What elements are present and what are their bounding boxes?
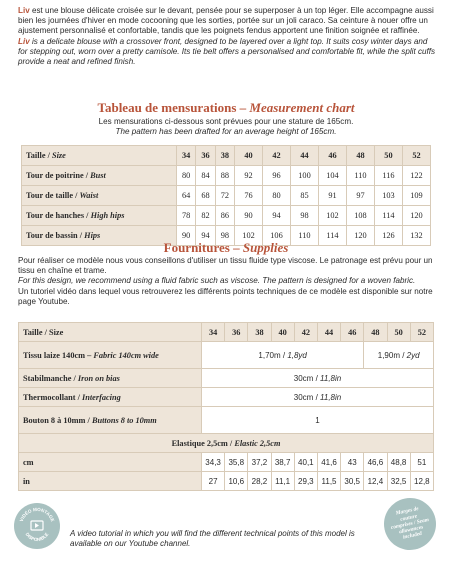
video-text-fr: Un tutoriel vidéo dans lequel vous retrouverez les différents points techniques de ce modèle est disponible sur notre page Youtube.	[18, 286, 433, 306]
video-badge-bottom-text: DISPONIBLE	[24, 531, 50, 543]
size-cell: 42	[294, 323, 317, 342]
play-icon	[35, 523, 39, 528]
value-cell: 94	[263, 206, 291, 226]
table-row	[19, 407, 434, 434]
value-cell: 38,7	[271, 453, 294, 472]
value-cell: 126	[374, 226, 402, 246]
value-cell: 114	[318, 226, 346, 246]
value-cell: 110	[346, 166, 374, 186]
supplies-table	[18, 322, 434, 491]
measurement-title	[0, 100, 452, 116]
size-cell: 44	[291, 146, 319, 166]
value-cell: 109	[402, 186, 430, 206]
value-cell: 1,90m / 2yd	[364, 342, 434, 369]
size-cell: 36	[225, 323, 248, 342]
value-cell: 76	[235, 186, 263, 206]
value-cell: 10,6	[225, 472, 248, 491]
table-header-row	[19, 323, 434, 342]
row-label: cm	[19, 453, 202, 472]
size-cell: 44	[317, 323, 340, 342]
value-cell: 11,1	[271, 472, 294, 491]
value-cell: 37,2	[248, 453, 271, 472]
table-row	[22, 186, 431, 206]
intro-fr: est une blouse délicate croisée sur le devant, pensée pour se superposer à un top léger. Elle accompagne aussi bien les journées d'hiver en mode cocooning que les sorties, portée sur un joli caraco. Sa ceinture à nouer offre un ajustement personnalisé et confortable, tandis que les poignets fendus apportent une finition soignée et raffinée.	[18, 6, 434, 36]
value-cell: 120	[402, 206, 430, 226]
value-cell: 1	[202, 407, 434, 434]
size-cell: 52	[402, 146, 430, 166]
size-cell: 46	[318, 146, 346, 166]
value-cell: 92	[235, 166, 263, 186]
value-cell: 90	[235, 206, 263, 226]
table-row	[19, 388, 434, 407]
row-label: Thermocollant / Interfacing	[19, 388, 202, 407]
value-cell: 102	[318, 206, 346, 226]
supplies-text-en: For this design, we recommend using a fluid fabric such as viscose. The pattern is designed for a woven fabric.	[18, 276, 416, 286]
value-cell: 106	[263, 226, 291, 246]
measurement-note-en: The pattern has been drafted for an average height of 165cm.	[115, 127, 337, 136]
row-label: in	[19, 472, 202, 491]
brand-name: Liv	[18, 6, 30, 15]
title-separator: –	[229, 240, 243, 255]
size-cell: 36	[196, 146, 215, 166]
row-label: Tour de poitrine / Bust	[22, 166, 177, 186]
elastic-header: Elastique 2,5cm / Elastic 2,5cm	[19, 434, 434, 453]
value-cell: 34,3	[202, 453, 225, 472]
value-cell: 32,5	[387, 472, 410, 491]
value-cell: 122	[402, 166, 430, 186]
value-cell: 100	[291, 166, 319, 186]
brand-name-en: Liv	[18, 36, 30, 46]
size-header: Taille / Size	[22, 146, 177, 166]
row-label: Tour de hanches / High hips	[22, 206, 177, 226]
value-cell: 12,8	[410, 472, 433, 491]
value-cell: 28,2	[248, 472, 271, 491]
value-cell: 84	[196, 166, 215, 186]
value-cell: 98	[215, 226, 234, 246]
table-row	[19, 453, 434, 472]
value-cell: 51	[410, 453, 433, 472]
value-cell: 98	[291, 206, 319, 226]
supplies-title-en: Supplies	[242, 240, 289, 255]
table-header-row	[22, 146, 431, 166]
value-cell: 120	[346, 226, 374, 246]
row-label: Bouton 8 à 10mm / Buttons 8 to 10mm	[19, 407, 202, 434]
value-cell: 132	[402, 226, 430, 246]
value-cell: 94	[196, 226, 215, 246]
size-cell: 38	[215, 146, 234, 166]
value-cell: 64	[177, 186, 196, 206]
seam-allowance-text: Marges de couture comprises / Seam allowances included	[390, 506, 430, 541]
size-cell: 34	[177, 146, 196, 166]
video-badge	[14, 503, 60, 549]
size-cell: 42	[263, 146, 291, 166]
size-cell: 40	[235, 146, 263, 166]
video-badge-graphic	[14, 503, 60, 549]
value-cell: 116	[374, 166, 402, 186]
value-cell: 108	[346, 206, 374, 226]
value-cell: 82	[196, 206, 215, 226]
value-cell: 78	[177, 206, 196, 226]
value-cell: 1,70m / 1,8yd	[202, 342, 364, 369]
value-cell: 30cm / 11,8in	[202, 369, 434, 388]
value-cell: 68	[196, 186, 215, 206]
value-cell: 72	[215, 186, 234, 206]
value-cell: 11,5	[317, 472, 340, 491]
value-cell: 41,6	[317, 453, 340, 472]
value-cell: 27	[202, 472, 225, 491]
row-label: Stabilmanche / Iron on bias	[19, 369, 202, 388]
value-cell: 103	[374, 186, 402, 206]
value-cell: 85	[291, 186, 319, 206]
value-cell: 30cm / 11,8in	[202, 388, 434, 407]
supplies-title	[0, 240, 452, 256]
value-cell: 88	[215, 166, 234, 186]
value-cell: 96	[263, 166, 291, 186]
table-row	[19, 369, 434, 388]
supplies-title-fr: Fournitures	[163, 240, 230, 255]
value-cell: 114	[374, 206, 402, 226]
measurement-title-fr: Tableau de mensurations	[97, 100, 237, 115]
value-cell: 91	[318, 186, 346, 206]
row-label: Tissu laize 140cm – Fabric 140cm wide	[19, 342, 202, 369]
size-cell: 48	[364, 323, 387, 342]
measurement-table	[21, 145, 431, 246]
value-cell: 110	[291, 226, 319, 246]
value-cell: 97	[346, 186, 374, 206]
size-cell: 50	[387, 323, 410, 342]
supplies-paragraph	[18, 256, 436, 307]
size-header: Taille / Size	[19, 323, 202, 342]
size-cell: 46	[341, 323, 364, 342]
value-cell: 48,8	[387, 453, 410, 472]
video-badge-top-text: VIDÉO MONTAGE	[18, 506, 56, 523]
value-cell: 80	[177, 166, 196, 186]
value-cell: 35,8	[225, 453, 248, 472]
value-cell: 102	[235, 226, 263, 246]
size-cell: 38	[248, 323, 271, 342]
value-cell: 80	[263, 186, 291, 206]
title-separator: –	[236, 100, 250, 115]
size-cell: 40	[271, 323, 294, 342]
value-cell: 12,4	[364, 472, 387, 491]
table-row	[19, 342, 434, 369]
supplies-text-fr: Pour réaliser ce modèle nous vous conseillons d'utiliser un tissu fluide type viscose. Le patronage est prévu pour un tissu en chaîne et trame.	[18, 256, 433, 276]
size-cell: 52	[410, 323, 433, 342]
measurement-title-en: Measurement chart	[249, 100, 355, 115]
table-row	[22, 206, 431, 226]
table-row	[22, 166, 431, 186]
seam-allowance-badge	[379, 493, 441, 555]
table-row	[19, 472, 434, 491]
size-cell: 34	[202, 323, 225, 342]
value-cell: 46,6	[364, 453, 387, 472]
intro-en: is a delicate blouse with a crossover front, designed to be layered over a light top. It suits cosy winter days and for stepping out, worn over a pretty camisole. Its tie belt offers a personalised and comfortable fit, while the split cuffs provide a neat and refined finish.	[18, 36, 436, 67]
value-cell: 86	[215, 206, 234, 226]
size-cell: 48	[346, 146, 374, 166]
value-cell: 43	[341, 453, 364, 472]
video-footer-text: A video tutorial in which you will find the different technical points of this model is available on our Youtube channel.	[70, 529, 355, 549]
row-label: Tour de bassin / Hips	[22, 226, 177, 246]
value-cell: 29,3	[294, 472, 317, 491]
table-row	[19, 434, 434, 453]
value-cell: 90	[177, 226, 196, 246]
value-cell: 40,1	[294, 453, 317, 472]
value-cell: 104	[318, 166, 346, 186]
intro-paragraph	[18, 6, 436, 67]
size-cell: 50	[374, 146, 402, 166]
value-cell: 30,5	[341, 472, 364, 491]
measurement-note-fr: Les mensurations ci-dessous sont prévues pour une stature de 165cm.	[98, 117, 354, 126]
row-label: Tour de taille / Waist	[22, 186, 177, 206]
